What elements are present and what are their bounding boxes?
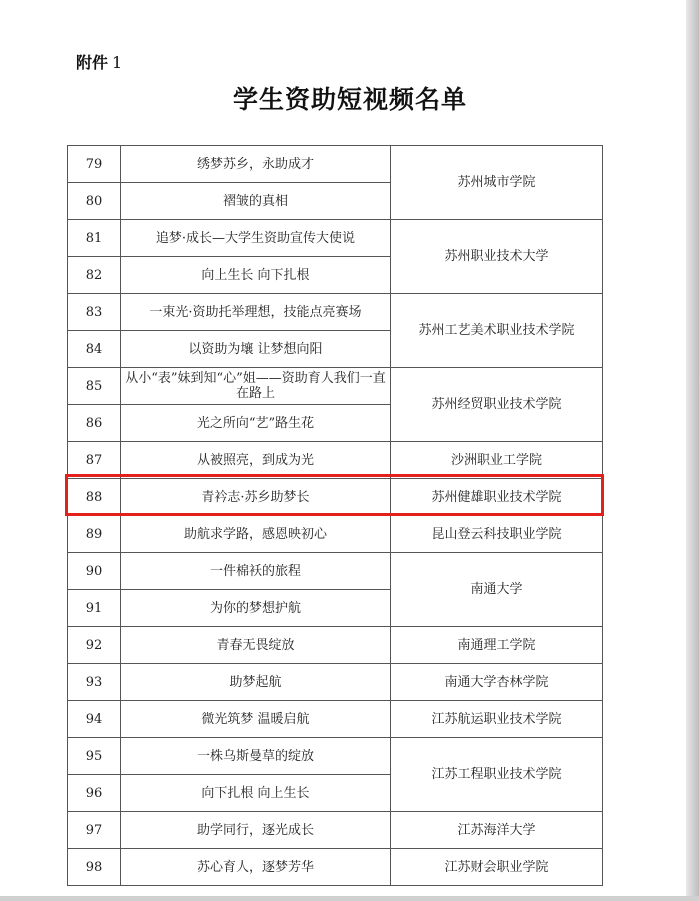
- video-title: 一件棉袄的旅程: [121, 553, 391, 590]
- video-title: 绣梦苏乡，永助成才: [121, 146, 391, 183]
- row-number: 89: [68, 516, 121, 553]
- video-title: 光之所向“艺”路生花: [121, 405, 391, 442]
- school-name: 苏州职业技术大学: [391, 220, 603, 294]
- row-number: 91: [68, 590, 121, 627]
- table-row: [68, 701, 603, 738]
- video-title: 从小“表”妹到知“心”姐——资助育人我们一直在路上: [121, 368, 391, 405]
- video-title: 苏心育人，逐梦芳华: [121, 849, 391, 886]
- video-title: 为你的梦想护航: [121, 590, 391, 627]
- table-row: [68, 220, 603, 257]
- school-name: 沙洲职业工学院: [391, 442, 603, 479]
- school-name: 江苏工程职业技术学院: [391, 738, 603, 812]
- row-number: 86: [68, 405, 121, 442]
- row-number: 85: [68, 368, 121, 405]
- row-number: 94: [68, 701, 121, 738]
- school-name: 苏州城市学院: [391, 146, 603, 220]
- video-title: 微光筑梦 温暖启航: [121, 701, 391, 738]
- table-row: [68, 516, 603, 553]
- school-name: 苏州健雄职业技术学院: [391, 479, 603, 516]
- table-row: [68, 738, 603, 775]
- school-name: 苏州工艺美术职业技术学院: [391, 294, 603, 368]
- page-edge-shadow: [686, 0, 699, 901]
- school-name: 南通理工学院: [391, 627, 603, 664]
- table-row: [68, 553, 603, 590]
- row-number: 82: [68, 257, 121, 294]
- school-name: 昆山登云科技职业学院: [391, 516, 603, 553]
- row-number: 87: [68, 442, 121, 479]
- table-row: [68, 294, 603, 331]
- row-number: 88: [68, 479, 121, 516]
- video-title: 褶皱的真相: [121, 183, 391, 220]
- video-title: 青衿志·苏乡助梦长: [121, 479, 391, 516]
- row-number: 79: [68, 146, 121, 183]
- attachment-number: 1: [112, 53, 123, 72]
- table-row: [68, 368, 603, 405]
- school-name: 江苏海洋大学: [391, 812, 603, 849]
- row-number: 97: [68, 812, 121, 849]
- row-number: 83: [68, 294, 121, 331]
- video-title: 从被照亮，到成为光: [121, 442, 391, 479]
- video-title: 一株乌斯曼草的绽放: [121, 738, 391, 775]
- attachment-label: [76, 50, 122, 73]
- row-number: 90: [68, 553, 121, 590]
- video-title: 助航求学路，感恩映初心: [121, 516, 391, 553]
- row-number: 80: [68, 183, 121, 220]
- table-row: [68, 627, 603, 664]
- row-number: 93: [68, 664, 121, 701]
- table-row: [68, 442, 603, 479]
- video-title: 以资助为壤 让梦想向阳: [121, 331, 391, 368]
- school-name: 南通大学: [391, 553, 603, 627]
- row-number: 81: [68, 220, 121, 257]
- attachment-label-text: 附件: [76, 53, 109, 72]
- video-title: 助学同行，逐光成长: [121, 812, 391, 849]
- school-name: 江苏航运职业技术学院: [391, 701, 603, 738]
- video-title: 向下扎根 向上生长: [121, 775, 391, 812]
- table-row: [68, 849, 603, 886]
- highlight-box: [65, 474, 604, 516]
- video-title: 追梦·成长—大学生资助宣传大使说: [121, 220, 391, 257]
- school-name: 江苏财会职业学院: [391, 849, 603, 886]
- row-number: 84: [68, 331, 121, 368]
- page-title: 学生资助短视频名单: [232, 85, 467, 114]
- school-name: 南通大学杏林学院: [391, 664, 603, 701]
- row-number: 98: [68, 849, 121, 886]
- video-title: 向上生长 向下扎根: [121, 257, 391, 294]
- page-bottom-edge: [0, 896, 699, 901]
- video-title: 青春无畏绽放: [121, 627, 391, 664]
- table-row: [68, 812, 603, 849]
- school-name: 苏州经贸职业技术学院: [391, 368, 603, 442]
- video-title: 一束光·资助托举理想，技能点亮赛场: [121, 294, 391, 331]
- table-row: [68, 146, 603, 183]
- video-title: 助梦起航: [121, 664, 391, 701]
- row-number: 95: [68, 738, 121, 775]
- table-row: [68, 664, 603, 701]
- row-number: 92: [68, 627, 121, 664]
- row-number: 96: [68, 775, 121, 812]
